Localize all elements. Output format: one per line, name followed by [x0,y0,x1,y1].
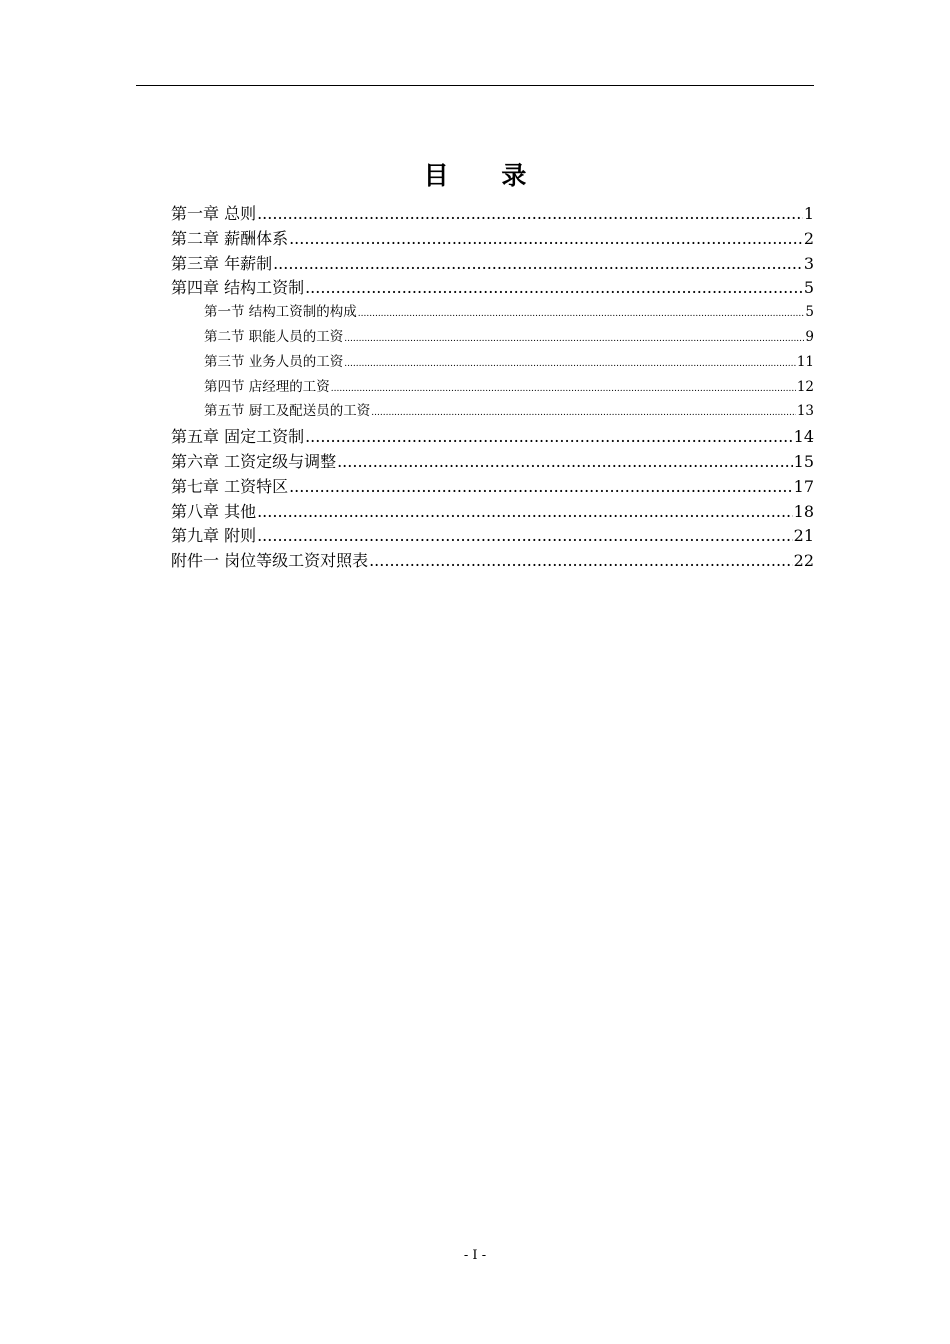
table-of-contents [171,201,814,573]
toc-entry-page: 5 [803,278,814,298]
toc-entry-page: 2 [803,228,814,248]
toc-dot-leader [305,278,803,297]
toc-entry-label: 附件一 岗位等级工资对照表 [171,551,369,571]
toc-subentry[interactable] [171,300,814,325]
toc-entry[interactable] [171,275,814,300]
toc-entry-page: 11 [796,353,814,370]
toc-entry-page: 21 [793,526,814,546]
toc-entry[interactable] [171,499,814,524]
toc-dot-leader [344,329,804,345]
toc-entry-label: 第四章 结构工资制 [171,278,305,298]
toc-subentry[interactable] [171,350,814,375]
toc-entry-label: 第五章 固定工资制 [171,427,305,447]
toc-entry-page: 18 [793,501,814,521]
toc-entry-page: 1 [803,204,814,223]
toc-entry-label: 第二章 薪酬体系 [171,228,289,248]
toc-dot-leader [257,526,793,545]
toc-entry[interactable] [171,474,814,499]
toc-dot-leader [331,379,796,395]
toc-entry-label: 第六章 工资定级与调整 [171,451,337,471]
toc-dot-leader [257,204,803,223]
toc-entry-label: 第八章 其他 [171,501,257,521]
toc-entry-page: 17 [793,476,814,496]
page-number: - I - [463,1248,487,1263]
toc-entry[interactable] [171,523,814,548]
toc-subentry[interactable] [171,375,814,400]
toc-entry-label: 第五节 厨工及配送员的工资 [204,403,371,420]
toc-entry-page: 15 [793,451,814,471]
toc-entry-label: 第三节 业务人员的工资 [204,353,344,370]
toc-entry-page: 14 [793,427,814,447]
toc-subentry[interactable] [171,325,814,350]
toc-entry[interactable] [171,548,814,573]
toc-entry-page: 12 [796,378,814,395]
toc-dot-leader [371,403,796,419]
toc-entry[interactable] [171,251,814,276]
toc-entry-label: 第三章 年薪制 [171,253,273,273]
toc-entry-label: 第四节 店经理的工资 [204,378,330,395]
toc-dot-leader [289,229,803,248]
toc-entry-page: 13 [796,403,814,420]
toc-entry[interactable] [171,226,814,251]
toc-dot-leader [369,551,793,570]
toc-entry[interactable] [171,201,814,226]
toc-dot-leader [344,354,796,370]
toc-dot-leader [289,477,793,496]
toc-subentry[interactable] [171,399,814,424]
toc-entry-page: 9 [805,328,814,345]
toc-entry-label: 第九章 附则 [171,526,257,546]
header-rule [136,85,814,86]
toc-entry-label: 第七章 工资特区 [171,476,289,496]
toc-entry-page: 3 [803,253,814,273]
toc-dot-leader [337,452,793,471]
toc-entry-label: 第二节 职能人员的工资 [204,328,344,345]
toc-dot-leader [358,304,805,320]
toc-title: 目 录 [423,161,549,190]
toc-entry-label: 第一章 总则 [171,204,257,223]
toc-dot-leader [257,502,793,521]
toc-entry-page: 22 [793,551,814,571]
toc-entry-label: 第一节 结构工资制的构成 [204,304,357,321]
toc-entry[interactable] [171,449,814,474]
toc-dot-leader [305,427,793,446]
toc-entry-page: 5 [805,304,814,321]
toc-entry[interactable] [171,424,814,449]
toc-dot-leader [273,254,803,273]
